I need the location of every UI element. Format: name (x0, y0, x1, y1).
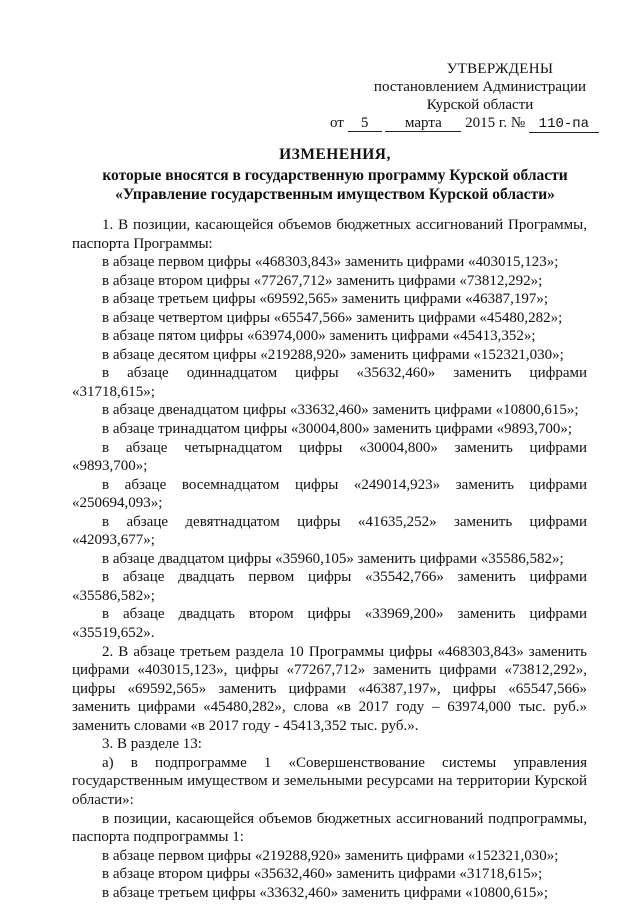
approval-number: 110-па (529, 117, 599, 133)
paragraph: в абзаце двенадцатом цифры «33632,460» заменить цифрами «10800,615»; (102, 402, 579, 419)
approval-from: от (330, 115, 344, 131)
approval-title: УТВЕРЖДЕНЫ (446, 61, 554, 77)
paragraph: 2. В абзаце третьем раздела 10 Программы цифры «468303,843» заменить цифрами «403015,123», цифры «77267,712» заменить цифрами «73812,292», цифры «69592,565» заменить цифрами «46387,197», цифры «65547,566» заменить цифрами «45480,282», слова «в 2017 году – 63974,000 тыс. руб.» заменить словами «в 2017 году - 45413,352 тыс. руб.». (72, 643, 587, 734)
paragraph: в абзаце десятом цифры «219288,920» заменить цифрами «152321,030»; (102, 346, 564, 363)
paragraph: 3. В разделе 13: (102, 736, 202, 753)
paragraph: в абзаце четвертом цифры «65547,566» заменить цифрами «45480,282»; (102, 309, 563, 326)
approval-line-1: постановлением Администрации (373, 79, 587, 95)
approval-line-2: Курской области (426, 97, 534, 113)
paragraph: в абзаце первом цифры «219288,920» заменить цифрами «152321,030»; (102, 847, 559, 864)
approval-month: марта (385, 116, 461, 132)
approval-date-line (330, 114, 620, 133)
paragraph: в абзаце четырнадцатом цифры «30004,800» заменить цифрами «9893,700»; (72, 439, 587, 475)
document-heading (70, 145, 600, 204)
paragraph: в абзаце двадцать втором цифры «33969,200» заменить цифрами «35519,652». (72, 606, 587, 642)
approval-day: 5 (348, 116, 382, 132)
paragraph: в абзаце втором цифры «77267,712» заменить цифрами «73812,292»; (102, 272, 543, 289)
paragraph: в абзаце втором цифры «35632,460» заменить цифрами «31718,615»; (102, 866, 543, 883)
paragraph: в абзаце пятом цифры «63974,000» заменить цифрами «45413,352»; (102, 328, 536, 345)
heading-title: ИЗМЕНЕНИЯ, (279, 146, 391, 163)
paragraph: в абзаце тринадцатом цифры «30004,800» заменить цифрами «9893,700»; (102, 421, 572, 438)
heading-subtitle-2: «Управление государственным имуществом Курской области» (115, 186, 555, 203)
paragraph: а) в подпрограмме 1 «Совершенствование системы управления государственным имуществом и земельными ресурсами на территории Курской области»: (72, 754, 587, 808)
paragraph: в абзаце двадцать первом цифры «35542,766» заменить цифрами «35586,582»; (72, 569, 587, 604)
approval-year: 2015 г. № (465, 115, 526, 131)
paragraph: 1. В позиции, касающейся объемов бюджетных ассигнований Программы, паспорта Программы: (72, 217, 587, 252)
paragraph: в позиции, касающейся объемов бюджетных ассигнований подпрограммы, паспорта подпрограммы 1: (72, 810, 587, 846)
paragraph: в абзаце третьем цифры «69592,565» заменить цифрами «46387,197»; (102, 291, 548, 308)
paragraph: в абзаце восемнадцатом цифры «249014,923» заменить цифрами «250694,093»; (72, 476, 587, 512)
paragraph: в абзаце третьем цифры «33632,460» заменить цифрами «10800,615»; (102, 884, 548, 901)
paragraph: в абзаце первом цифры «468303,843» заменить цифрами «403015,123»; (102, 254, 559, 271)
paragraph: в абзаце одиннадцатом цифры «35632,460» заменить цифрами «31718,615»; (72, 365, 587, 400)
document-body (72, 216, 587, 902)
approval-stamp (330, 60, 620, 133)
heading-subtitle-1: которые вносятся в государственную программу Курской области (102, 167, 568, 184)
paragraph: в абзаце двадцатом цифры «35960,105» заменить цифрами «35586,582»; (102, 550, 564, 567)
paragraph: в абзаце девятнадцатом цифры «41635,252» заменить цифрами «42093,677»; (72, 513, 587, 549)
